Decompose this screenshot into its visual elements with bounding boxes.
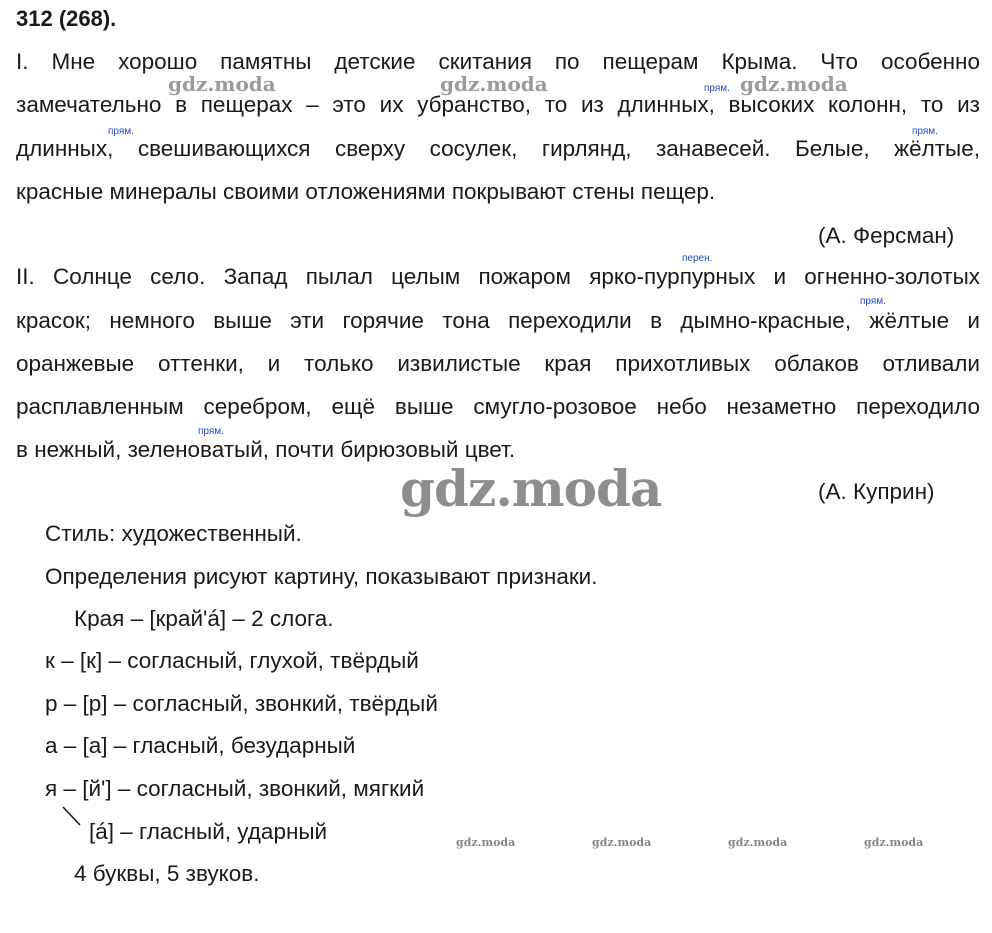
text-two-line: красок; немного выше эти горячие тона переходили в дымно-красные, жёлтые и [16,308,980,333]
watermark: gdz.moda [440,72,548,96]
word-line: Края – [край'á] – 2 слога. [74,606,334,631]
style-line: Стиль: художественный. [45,521,302,546]
exercise-number: 312 (268). [16,6,117,31]
watermark: gdz.moda [592,836,652,849]
author-kuprin: (А. Куприн) [818,479,935,504]
split-connector-icon [60,805,90,829]
text-one-line: замечательно в пещерах – это их убранство, то из длинных, высоких колонн, то из [16,92,980,117]
phonetic-line: а – [а] – гласный, безударный [45,733,356,758]
phonetic-line: к – [к] – согласный, глухой, твёрдый [45,648,419,673]
watermark-large: gdz.moda [400,459,662,518]
summary-line: 4 буквы, 5 звуков. [74,861,260,886]
text-two-line: оранжевые оттенки, и только извилистые края прихотливых облаков отливали [16,351,980,376]
annotation-label: прям. [860,296,886,307]
author-fersman: (А. Ферсман) [818,223,955,248]
watermark: gdz.moda [456,836,516,849]
phonetic-line: р – [р] – согласный, звонкий, твёрдый [45,691,438,716]
definitions-line: Определения рисуют картину, показывают признаки. [45,564,598,589]
text-one-line: длинных, свешивающихся сверху сосулек, гирлянд, занавесей. Белые, жёлтые, [16,136,980,161]
annotation-label: прям. [108,126,134,137]
text-one-line: красные минералы своими отложениями покрывают стены пещер. [16,179,716,204]
text-two-line: II. Солнце село. Запад пылал целым пожаром ярко-пурпурных и огненно-золотых [16,264,980,289]
annotation-label: перен. [682,253,713,264]
phonetic-line: [á] – гласный, ударный [89,819,328,844]
watermark: gdz.moda [740,72,848,96]
phonetic-line: я – [й'] – согласный, звонкий, мягкий [45,776,425,801]
annotation-label: прям. [198,426,224,437]
watermark: gdz.moda [728,836,788,849]
watermark: gdz.moda [168,72,276,96]
annotation-label: прям. [912,126,938,137]
watermark: gdz.moda [864,836,924,849]
annotation-label: прям. [704,83,730,94]
text-two-line: расплавленным серебром, ещё выше смугло-розовое небо незаметно переходило [16,394,980,419]
text-one-line: I. Мне хорошо памятны детские скитания по пещерам Крыма. Что особенно [16,49,980,74]
text-two-line: в нежный, зеленоватый, почти бирюзовый цвет. [16,437,516,462]
